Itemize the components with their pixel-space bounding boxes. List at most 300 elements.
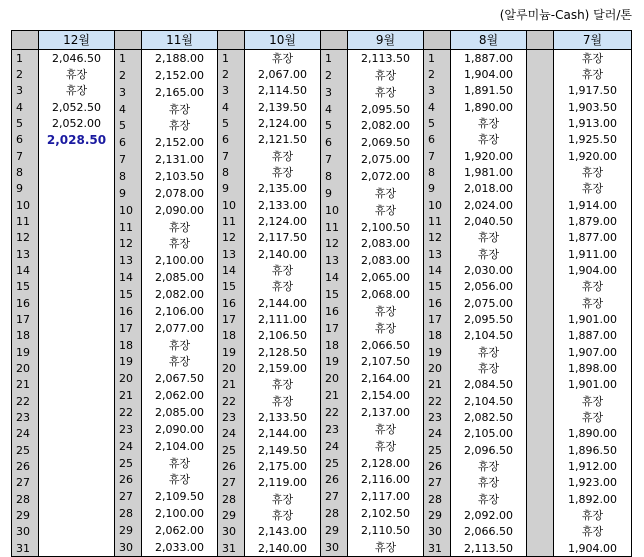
price-value: 2,106.00 [155, 304, 204, 318]
price-value: 2,117.00 [361, 490, 410, 504]
month-header: 10월 [245, 31, 321, 50]
day-number: 29 [428, 508, 442, 522]
price-value: 2,066.50 [464, 525, 513, 539]
day-number: 13 [428, 247, 442, 261]
price-value: 2,117.50 [258, 231, 307, 245]
day-number: 27 [16, 476, 30, 490]
day-number: 5 [222, 116, 229, 130]
price-value: 휴장 [271, 263, 294, 277]
price-value: 휴장 [477, 476, 500, 490]
empty-price-cell [39, 442, 114, 458]
price-value: 2,085.00 [155, 405, 204, 419]
price-value: 2,149.50 [258, 443, 307, 457]
price-value: 2,188.00 [155, 51, 204, 65]
price-value: 휴장 [581, 182, 604, 196]
price-value: 2,144.00 [258, 296, 307, 310]
price-value: 2,078.00 [155, 186, 204, 200]
price-value: 2,143.00 [258, 525, 307, 539]
day-number: 14 [119, 271, 133, 285]
month-header: 12월 [39, 31, 115, 50]
price-value: 2,159.00 [258, 361, 307, 375]
day-number: 10 [119, 203, 133, 217]
day-number: 7 [428, 149, 435, 163]
day-number: 14 [325, 271, 339, 285]
day-number: 10 [16, 198, 30, 212]
day-number: 2 [16, 67, 23, 81]
day-number: 14 [16, 263, 30, 277]
price-value: 2,121.50 [258, 133, 307, 147]
price-value: 2,140.00 [258, 247, 307, 261]
day-number: 1 [428, 51, 435, 65]
price-value: 2,111.00 [258, 312, 307, 326]
price-value: 휴장 [374, 439, 397, 453]
day-number: 10 [325, 203, 339, 217]
price-value: 휴장 [374, 186, 397, 200]
day-number: 8 [325, 169, 332, 183]
price-value: 2,100.00 [155, 507, 204, 521]
price-value: 2,075.00 [361, 153, 410, 167]
day-number: 1 [16, 51, 23, 65]
day-number: 19 [119, 355, 133, 369]
empty-price-cell [39, 181, 114, 197]
day-number: 21 [428, 378, 442, 392]
price-value: 2,154.00 [361, 389, 410, 403]
day-number: 19 [16, 345, 30, 359]
day-number: 7 [16, 149, 23, 163]
day-number: 22 [16, 394, 30, 408]
price-value: 2,106.50 [258, 329, 307, 343]
price-value: 2,109.50 [155, 490, 204, 504]
day-number: 24 [119, 439, 133, 453]
price-value: 2,104.50 [464, 329, 513, 343]
day-number: 25 [428, 443, 442, 457]
day-number: 28 [222, 492, 236, 506]
price-value: 2,165.00 [155, 85, 204, 99]
day-number: 21 [325, 389, 339, 403]
price-column [451, 50, 527, 557]
price-value: 휴장 [65, 67, 88, 81]
price-value: 2,164.00 [361, 372, 410, 386]
empty-price-cell [39, 213, 114, 229]
price-value: 1,925.50 [568, 133, 617, 147]
empty-price-cell [39, 164, 114, 180]
price-value: 2,137.00 [361, 405, 410, 419]
price-value: 2,113.50 [464, 541, 513, 555]
day-number: 13 [16, 247, 30, 261]
price-value: 1,892.00 [568, 492, 617, 506]
day-number: 30 [325, 540, 339, 554]
day-number: 3 [325, 85, 332, 99]
price-value: 휴장 [168, 473, 191, 487]
price-value: 2,056.00 [464, 280, 513, 294]
day-number: 24 [16, 427, 30, 441]
day-number-column [218, 50, 245, 557]
empty-price-cell [39, 491, 114, 507]
day-number: 31 [428, 541, 442, 555]
day-number: 20 [119, 372, 133, 386]
day-number: 16 [222, 296, 236, 310]
day-number-column [12, 50, 39, 557]
price-value: 1,904.00 [568, 541, 617, 555]
day-number: 17 [325, 321, 339, 335]
day-number: 9 [16, 182, 23, 196]
day-number: 30 [428, 525, 442, 539]
day-number: 27 [119, 490, 133, 504]
day-number: 5 [325, 119, 332, 133]
price-value: 2,096.50 [464, 443, 513, 457]
day-number: 29 [119, 523, 133, 537]
day-number: 18 [119, 338, 133, 352]
price-value: 2,069.50 [361, 136, 410, 150]
day-number: 13 [222, 247, 236, 261]
price-value: 1,887.00 [464, 51, 513, 65]
day-number: 20 [222, 361, 236, 375]
empty-price-cell [39, 475, 114, 491]
day-number: 29 [222, 508, 236, 522]
day-number-column [321, 50, 348, 557]
day-number: 7 [325, 153, 332, 167]
day-number: 12 [119, 237, 133, 251]
price-value: 2,062.00 [155, 389, 204, 403]
price-value: 1,920.00 [568, 149, 617, 163]
day-number: 19 [222, 345, 236, 359]
price-value: 2,104.00 [155, 439, 204, 453]
price-value: 2,110.50 [361, 523, 410, 537]
price-column [554, 50, 632, 557]
price-value: 1,911.00 [568, 247, 617, 261]
month-header: 11월 [142, 31, 218, 50]
price-value: 2,095.50 [464, 312, 513, 326]
day-number: 28 [119, 507, 133, 521]
price-value: 휴장 [168, 338, 191, 352]
day-number: 26 [222, 459, 236, 473]
price-value: 휴장 [581, 280, 604, 294]
day-number: 25 [222, 443, 236, 457]
day-number: 19 [325, 355, 339, 369]
day-number: 21 [222, 378, 236, 392]
day-number: 25 [325, 456, 339, 470]
day-number: 1 [222, 51, 229, 65]
day-number: 24 [428, 427, 442, 441]
price-value: 휴장 [581, 296, 604, 310]
day-number: 8 [16, 165, 23, 179]
day-number: 6 [119, 136, 126, 150]
price-value: 1,903.50 [568, 100, 617, 114]
price-value: 2,124.00 [258, 214, 307, 228]
day-number: 9 [428, 182, 435, 196]
header-gap [218, 31, 245, 50]
price-value: 휴장 [271, 394, 294, 408]
day-number: 11 [119, 220, 133, 234]
day-number: 29 [325, 523, 339, 537]
price-value: 휴장 [271, 492, 294, 506]
day-number: 28 [325, 507, 339, 521]
price-value: 2,066.50 [361, 338, 410, 352]
day-number: 15 [325, 287, 339, 301]
day-number: 10 [222, 198, 236, 212]
price-value: 1,907.00 [568, 345, 617, 359]
header-gap [527, 31, 554, 50]
price-value: 1,879.00 [568, 214, 617, 228]
day-number: 22 [428, 394, 442, 408]
month-header-row [12, 31, 632, 50]
price-value: 1,904.00 [568, 263, 617, 277]
price-value: 2,152.00 [155, 136, 204, 150]
aluminum-price-table [11, 30, 632, 557]
day-number: 26 [325, 473, 339, 487]
day-number: 11 [16, 214, 30, 228]
price-value: 휴장 [477, 492, 500, 506]
day-number: 16 [16, 296, 30, 310]
price-value: 휴장 [374, 304, 397, 318]
day-number: 4 [325, 102, 332, 116]
day-number: 18 [16, 329, 30, 343]
day-number: 23 [222, 410, 236, 424]
day-number: 23 [119, 422, 133, 436]
day-number: 13 [325, 254, 339, 268]
price-value: 휴장 [168, 220, 191, 234]
day-number: 17 [428, 312, 442, 326]
month-header: 7월 [554, 31, 632, 50]
price-value: 2,140.00 [258, 541, 307, 555]
day-number: 11 [428, 214, 442, 228]
price-value: 1,877.00 [568, 231, 617, 245]
price-value: 1,901.00 [568, 378, 617, 392]
price-value: 휴장 [477, 133, 500, 147]
day-number: 22 [222, 394, 236, 408]
day-number: 18 [222, 329, 236, 343]
price-value: 2,072.00 [361, 169, 410, 183]
price-value: 2,083.00 [361, 254, 410, 268]
latest-price-value: 2,028.50 [46, 132, 107, 147]
day-number: 8 [428, 165, 435, 179]
month-header: 9월 [348, 31, 424, 50]
day-number: 27 [222, 476, 236, 490]
price-value: 2,152.00 [155, 68, 204, 82]
price-value: 2,124.00 [258, 116, 307, 130]
price-value: 휴장 [477, 231, 500, 245]
header-gap [321, 31, 348, 50]
price-value: 휴장 [168, 237, 191, 251]
day-number: 16 [119, 304, 133, 318]
empty-price-cell [39, 409, 114, 425]
day-number: 27 [325, 490, 339, 504]
price-value: 휴장 [581, 508, 604, 522]
price-value: 1,890.00 [568, 427, 617, 441]
day-number: 17 [119, 321, 133, 335]
day-number: 4 [119, 102, 126, 116]
price-value: 2,033.00 [155, 540, 204, 554]
price-value: 휴장 [581, 410, 604, 424]
day-number: 5 [16, 116, 23, 130]
day-number: 18 [428, 329, 442, 343]
day-number: 2 [222, 67, 229, 81]
day-number-column [115, 50, 142, 557]
day-number: 6 [325, 136, 332, 150]
day-number: 15 [428, 280, 442, 294]
empty-price-cell [39, 197, 114, 213]
day-number: 7 [119, 153, 126, 167]
day-number: 27 [428, 476, 442, 490]
price-value: 2,100.00 [155, 254, 204, 268]
price-value: 2,104.50 [464, 394, 513, 408]
price-value: 2,128.00 [361, 456, 410, 470]
day-number: 20 [428, 361, 442, 375]
price-value: 휴장 [581, 394, 604, 408]
price-value: 1,887.00 [568, 329, 617, 343]
price-value: 휴장 [271, 51, 294, 65]
price-value: 2,107.50 [361, 355, 410, 369]
day-number: 13 [119, 254, 133, 268]
price-value: 2,082.00 [155, 287, 204, 301]
price-value: 휴장 [168, 102, 191, 116]
month-header: 8월 [451, 31, 527, 50]
price-value: 2,105.00 [464, 427, 513, 441]
day-number: 28 [16, 492, 30, 506]
price-value: 휴장 [477, 345, 500, 359]
day-number: 6 [428, 133, 435, 147]
day-number: 22 [119, 405, 133, 419]
price-value: 2,175.00 [258, 459, 307, 473]
price-column [245, 50, 321, 557]
price-value: 2,144.00 [258, 427, 307, 441]
price-value: 휴장 [581, 165, 604, 179]
price-value: 1,890.00 [464, 100, 513, 114]
day-number: 23 [325, 422, 339, 436]
price-value: 2,068.00 [361, 287, 410, 301]
price-value: 휴장 [271, 165, 294, 179]
day-number: 6 [16, 133, 23, 147]
day-number: 4 [428, 100, 435, 114]
price-value: 휴장 [477, 361, 500, 375]
day-number: 30 [119, 540, 133, 554]
day-number: 19 [428, 345, 442, 359]
empty-price-cell [39, 328, 114, 344]
header-gap [115, 31, 142, 50]
price-value: 2,067.00 [258, 67, 307, 81]
day-number: 9 [222, 182, 229, 196]
day-number: 1 [119, 51, 126, 65]
day-number: 3 [16, 84, 23, 98]
price-value: 2,116.00 [361, 473, 410, 487]
day-number: 21 [16, 378, 30, 392]
empty-price-cell [39, 148, 114, 164]
price-value: 2,024.00 [464, 198, 513, 212]
empty-price-cell [39, 360, 114, 376]
price-value: 1,891.50 [464, 84, 513, 98]
day-number: 30 [222, 525, 236, 539]
price-value: 휴장 [477, 116, 500, 130]
day-number: 12 [222, 231, 236, 245]
price-value: 2,103.50 [155, 169, 204, 183]
price-value: 휴장 [374, 321, 397, 335]
day-number: 2 [428, 67, 435, 81]
day-number: 14 [428, 263, 442, 277]
price-value: 2,092.00 [464, 508, 513, 522]
price-value: 휴장 [581, 51, 604, 65]
day-number: 26 [119, 473, 133, 487]
empty-price-cell [39, 426, 114, 442]
price-value: 휴장 [65, 84, 88, 98]
day-number: 4 [16, 100, 23, 114]
price-value: 2,135.00 [258, 182, 307, 196]
day-number: 10 [428, 198, 442, 212]
day-number: 9 [119, 186, 126, 200]
empty-price-cell [39, 230, 114, 246]
price-value: 2,062.00 [155, 523, 204, 537]
day-number: 16 [428, 296, 442, 310]
day-number: 9 [325, 186, 332, 200]
price-value: 1,896.50 [568, 443, 617, 457]
day-number: 25 [16, 443, 30, 457]
price-value: 2,052.50 [52, 100, 101, 114]
price-value: 2,133.00 [258, 198, 307, 212]
day-number: 11 [325, 220, 339, 234]
price-value: 휴장 [374, 85, 397, 99]
day-number: 5 [428, 116, 435, 130]
day-number: 23 [428, 410, 442, 424]
price-value: 2,090.00 [155, 203, 204, 217]
price-value: 2,030.00 [464, 263, 513, 277]
empty-price-cell [39, 393, 114, 409]
unit-caption: (알루미늄-Cash) 달러/톤 [499, 8, 632, 22]
price-value: 1,898.00 [568, 361, 617, 375]
price-value: 1,901.00 [568, 312, 617, 326]
empty-price-cell [39, 246, 114, 262]
price-value: 2,139.50 [258, 100, 307, 114]
day-number: 6 [222, 133, 229, 147]
day-number: 3 [428, 84, 435, 98]
price-value: 2,040.50 [464, 214, 513, 228]
day-number: 17 [222, 312, 236, 326]
day-number: 26 [16, 459, 30, 473]
day-number: 24 [325, 439, 339, 453]
day-number: 25 [119, 456, 133, 470]
day-number: 24 [222, 427, 236, 441]
day-number: 20 [16, 361, 30, 375]
price-value: 휴장 [168, 355, 191, 369]
price-value: 1,913.00 [568, 116, 617, 130]
day-number: 1 [325, 51, 332, 65]
price-value: 1,904.00 [464, 67, 513, 81]
price-value: 2,102.50 [361, 507, 410, 521]
price-value: 휴장 [168, 456, 191, 470]
day-number: 22 [325, 405, 339, 419]
price-column [142, 50, 218, 557]
day-number: 23 [16, 410, 30, 424]
price-value: 2,083.00 [361, 237, 410, 251]
empty-price-cell [39, 524, 114, 540]
empty-price-cell [39, 344, 114, 360]
price-value: 휴장 [271, 378, 294, 392]
day-number: 7 [222, 149, 229, 163]
header-gap [12, 31, 39, 50]
empty-price-cell [39, 295, 114, 311]
price-value: 휴장 [271, 280, 294, 294]
price-value: 휴장 [374, 68, 397, 82]
day-number: 12 [325, 237, 339, 251]
day-number: 16 [325, 304, 339, 318]
price-value: 휴장 [271, 508, 294, 522]
price-value: 1,917.50 [568, 84, 617, 98]
day-number-column [424, 50, 451, 557]
day-number: 8 [222, 165, 229, 179]
empty-price-cell [39, 279, 114, 295]
price-value: 2,018.00 [464, 182, 513, 196]
price-value: 2,065.00 [361, 271, 410, 285]
price-value: 1,981.00 [464, 165, 513, 179]
price-value: 2,052.00 [52, 116, 101, 130]
